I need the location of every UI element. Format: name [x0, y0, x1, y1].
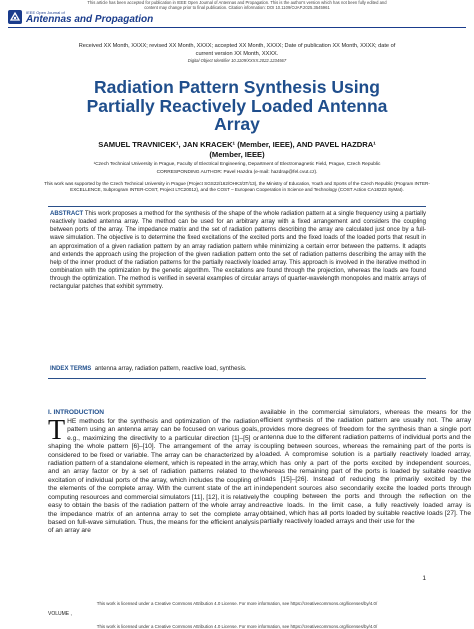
page-number: 1 — [422, 575, 426, 582]
publication-notice-citation: content may change prior to final publication. Citation information: DOI 10.1109/OJAP.2025.3545961 — [144, 5, 330, 10]
article-dates — [0, 42, 474, 58]
abstract-text: This work proposes a method for the synthesis of the shape of the whole radiation pattern at a single frequency using a partially reactively loaded antenna array. The method can be used for an arbitrary array with a fixed arrangement and considers the coupling between ports of the array. The impedance matrix and the set of radiation patterns describing the array are calculated just once by a full-wave simulation. The objective is to determine the fixed excitations of the excited ports and the fixed loads of the loaded ports that result in an approximation of a given radiation pattern by an array radiation pattern while minimizing a certain error between the patterns. It adapts and extends the approach using the projection of the given radiation pattern onto the set of radiation patterns describing the array with the help of the inner product of the radiation patterns for the partially reactively loaded array. This approach is involved in the iterative method in combination with the optimization by the genetic algorithm. The excitations are found through the projection, whereas the loads are found through the optimization. The method is verified in several examples of circular arrays of quarter-wavelength monopoles and matrix arrays of rectangular patches that exhibit symmetry. — [50, 211, 426, 291]
abstract-label: ABSTRACT — [50, 211, 84, 217]
volume-label: VOLUME , — [48, 611, 72, 617]
author-list-line1: SAMUEL TRAVNICEK¹, JAN KRACEK¹ (Member, IEEE), AND PAVEL HAZDRA¹ — [98, 140, 376, 149]
author-list — [0, 140, 474, 160]
drop-cap: T — [48, 414, 66, 446]
index-terms-label: INDEX TERMS — [50, 366, 92, 372]
paper-title-line1: Radiation Pattern Synthesis Using — [94, 77, 380, 97]
intro-text-left: HE methods for the synthesis and optimization of the radiation pattern using an antenna array can be focused on various goals, e.g., maximizing the directivity to a particular direction [1]–[5] or shaping the whole pattern [6]–[10]. The arrangement of the array is considered to be fixed or variable. The array can be characterized by a radiation pattern of a standalone element, which is repeated in the array, and an array factor or by a set of radiation patterns related to the excitation of individual ports of the array, which includes the coupling of the elements of the complete array. With the current state of the art in computing resources and commercial simulators [11], [12], it is relatively easy to obtain the basis of the radiation pattern of the whole array and the impedance matrix of an antenna array to set the complete array based on full-wave simulation. Thus, the means for the efficient analysis of an array are — [48, 417, 260, 535]
license-notice: This work is licensed under a Creative Commons Attribution 4.0 License. For more information, see https://creativecommons.org/licenses/by/4.0/ — [96, 601, 378, 606]
affiliation: ¹Czech Technical University in Prague, Faculty of Electrical Engineering, Department of Electromagnetic Field, Prague, Czech Republic — [93, 162, 381, 167]
index-terms-text: antenna array, radiation pattern, reactive load, synthesis. — [94, 366, 247, 372]
article-dates-line2: current version XX Month, XXXX. — [195, 51, 279, 57]
section-heading: I. INTRODUCTION — [48, 409, 105, 416]
abstract-bottom-rule — [48, 378, 426, 379]
journal-title: Antennas and Propagation — [26, 14, 154, 25]
header-divider — [8, 27, 466, 28]
article-dates-line1: Received XX Month, XXXX; revised XX Month, XXXX; accepted XX Month, XXXX; Date of publication XX Month, XXXX; date of — [78, 43, 396, 49]
journal-logo-icon — [8, 10, 22, 24]
paper-title-line3: Array — [214, 114, 260, 134]
paper-title-line2: Partially Reactively Loaded Antenna — [86, 95, 388, 116]
license-notice-bottom: This work is licensed under a Creative Commons Attribution 4.0 License. For more information, see https://creativecommons.org/licenses/by/4.0/ — [96, 624, 378, 629]
body-column-right — [260, 409, 471, 527]
author-list-line2: (Member, IEEE) — [209, 150, 265, 159]
paper-title — [0, 78, 474, 134]
abstract-top-rule — [48, 206, 426, 207]
publication-notice: This article has been accepted for publication in IEEE Open Journal of Antennas and Propagation. This is the author's version which has not been fully edited and — [87, 0, 387, 5]
journal-label: IEEE Open Journal of — [26, 10, 65, 15]
index-terms — [50, 365, 426, 373]
abstract — [50, 210, 426, 292]
corresponding-author: CORRESPONDING AUTHOR: Pavel Hazdra (e-mail: hazdrap@fel.cvut.cz). — [156, 170, 318, 175]
intro-text-right: available in the commercial simulators, whereas the means for the efficient synthesis of the radiation pattern are usually not. The array provides more degrees of freedom for the synthesis than a single port antenna due to the different radiation patterns of individual ports and the coupling between sources, whereas the remaining part of the ports is loaded. A compromise solution is a partially reactively loaded array, which has only a part of the ports excited by independent sources, whereas the remaining part of the ports is loaded by suitable reactive loads [15]–[26]. Instead of reducing the primarily excited by the independent sources also secondarily excite the loaded ports through the coupling between the ports and through the reflection on the reactive loads. In the limit case, a fully reactively loaded array is obtained, which has all ports loaded by suitable reactive loads [27]. The partially reactively loaded arrays and their use for the — [260, 409, 471, 526]
doi-line: Digital Object Identifier 10.1109/XXXX.2022.1234567 — [187, 58, 287, 63]
body-column-left — [48, 409, 259, 536]
funding-statement: This work was supported by the Czech Technical University in Prague (Project SGS22/162/OHK3/3T/13), the Ministry of Education, Youth and Sports of the Czech Republic (Program INTER-EXCELLENCE, Subprogram INTER-COST, Project LTC20012), and the COST – European Cooperation in Science and Technology (COST Action CA18223 SyMat). — [44, 181, 430, 192]
